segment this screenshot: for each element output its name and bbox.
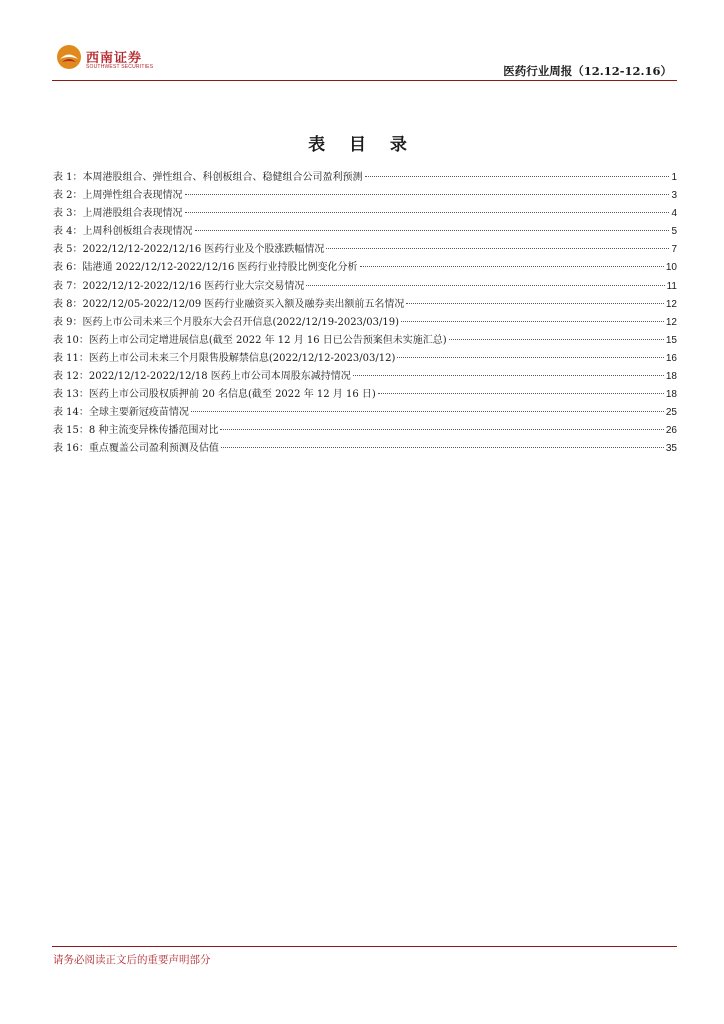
toc-entry-text: 医药上市公司未来三个月股东大会召开信息(2022/12/19-2023/03/19) <box>82 316 400 328</box>
dot-leader <box>306 285 664 286</box>
toc-entry-page: 4 <box>671 208 677 220</box>
toc-entry-text: 上周港股组合表现情况 <box>82 208 183 220</box>
toc-entry-label: 表 4： <box>53 226 83 238</box>
toc-entry[interactable] <box>53 386 677 404</box>
dot-leader <box>195 230 670 231</box>
dot-leader <box>406 303 663 304</box>
toc-entry-text: 2022/12/05-2022/12/09 医药行业融资买入额及融券卖出额前五名情况 <box>82 298 405 310</box>
toc-entry-text: 医药上市公司定增进展信息(截至 2022 年 12 月 16 日已公告预案但未实施汇总) <box>88 334 447 346</box>
dot-leader <box>220 429 663 430</box>
toc-entry-page: 11 <box>666 280 677 292</box>
toc-entry[interactable] <box>53 314 677 332</box>
toc-entry-label: 表 13： <box>53 389 89 401</box>
toc-entry-text: 医药上市公司股权质押前 20 名信息(截至 2022 年 12 月 16 日) <box>88 389 376 401</box>
toc-entry-page: 7 <box>671 244 677 256</box>
toc-entry[interactable] <box>53 259 677 277</box>
toc-entry-label: 表 15： <box>53 425 89 437</box>
toc-entry-text: 2022/12/12-2022/12/18 医药上市公司本周股东减持情况 <box>88 371 351 383</box>
toc-entry-text: 医药上市公司未来三个月限售股解禁信息(2022/12/12-2023/03/12) <box>88 352 396 364</box>
toc-entry-page: 12 <box>665 298 677 310</box>
toc-entry-text: 上周弹性组合表现情况 <box>82 190 183 202</box>
toc-entry-label: 表 7： <box>53 280 83 292</box>
toc-entry[interactable] <box>53 187 677 205</box>
toc-entry-label: 表 2： <box>53 190 83 202</box>
toc-entry-text: 2022/12/12-2022/12/16 医药行业大宗交易情况 <box>82 280 305 292</box>
dot-leader <box>449 339 664 340</box>
toc-entry[interactable] <box>53 278 677 296</box>
toc-entry-page: 1 <box>671 172 677 183</box>
toc-entry-text: 2022/12/12-2022/12/16 医药行业及个股涨跌幅情况 <box>82 244 325 256</box>
report-title: 医药行业周报（12.12-12.16） <box>503 64 672 78</box>
toc-entry[interactable] <box>53 169 677 187</box>
toc-entry[interactable] <box>53 368 677 386</box>
dot-leader <box>221 447 664 448</box>
toc-entry-page: 35 <box>665 443 677 455</box>
disclaimer-note: 请务必阅读正文后的重要声明部分 <box>53 954 211 966</box>
toc-entry[interactable] <box>53 422 677 440</box>
toc-entry-text: 重点覆盖公司盈利预测及估值 <box>88 443 219 455</box>
toc-entry-label: 表 12： <box>53 371 89 383</box>
table-of-tables <box>53 169 677 459</box>
header-divider <box>52 80 677 81</box>
toc-entry-page: 18 <box>665 371 677 383</box>
toc-entry-text: 全球主要新冠疫苗情况 <box>88 407 189 419</box>
toc-entry-page: 18 <box>665 389 677 401</box>
toc-title: 表 目 录 <box>308 135 416 155</box>
toc-entry-page: 16 <box>665 352 677 364</box>
dot-leader <box>326 248 669 249</box>
company-logo <box>56 44 156 74</box>
toc-entry-label: 表 1： <box>53 172 83 183</box>
toc-entry-label: 表 6： <box>53 262 83 274</box>
dot-leader <box>191 411 664 412</box>
toc-entry[interactable] <box>53 332 677 350</box>
dot-leader <box>185 212 670 213</box>
toc-entry[interactable] <box>53 205 677 223</box>
toc-entry[interactable] <box>53 241 677 259</box>
dot-leader <box>401 321 664 322</box>
dot-leader <box>185 194 670 195</box>
toc-entry-label: 表 8： <box>53 298 83 310</box>
toc-entry-page: 10 <box>665 262 677 274</box>
toc-entry[interactable] <box>53 223 677 241</box>
logo-name-en: SOUTHWEST SECURITIES <box>86 64 154 70</box>
toc-entry-page: 12 <box>665 316 677 328</box>
toc-entry[interactable] <box>53 404 677 422</box>
footer-divider <box>52 946 677 947</box>
toc-entry-text: 8 种主流变异株传播范围对比 <box>88 425 219 437</box>
toc-entry[interactable] <box>53 440 677 458</box>
logo-emblem-icon <box>56 44 82 70</box>
toc-entry-label: 表 3： <box>53 208 83 220</box>
toc-entry-label: 表 14： <box>53 407 89 419</box>
toc-entry-text: 陆港通 2022/12/12-2022/12/16 医药行业持股比例变化分析 <box>82 262 358 274</box>
toc-entry-page: 5 <box>671 226 677 238</box>
dot-leader <box>365 176 670 177</box>
toc-entry-page: 25 <box>665 407 677 419</box>
dot-leader <box>397 357 664 358</box>
toc-entry-page: 3 <box>671 190 677 202</box>
toc-entry-text: 本周港股组合、弹性组合、科创板组合、稳健组合公司盈利预测 <box>82 172 363 183</box>
toc-entry-label: 表 16： <box>53 443 89 455</box>
toc-entry-text: 上周科创板组合表现情况 <box>82 226 193 238</box>
logo-name-cn: 西南证券 <box>86 51 143 66</box>
toc-entry-label: 表 5： <box>53 244 83 256</box>
dot-leader <box>353 375 664 376</box>
toc-entry[interactable] <box>53 350 677 368</box>
toc-entry-label: 表 11： <box>53 352 89 364</box>
toc-entry-label: 表 9： <box>53 316 83 328</box>
toc-entry-page: 26 <box>665 425 677 437</box>
toc-entry-label: 表 10： <box>53 334 89 346</box>
dot-leader <box>378 393 664 394</box>
toc-entry[interactable] <box>53 296 677 314</box>
toc-entry-page: 15 <box>665 334 677 346</box>
dot-leader <box>360 266 664 267</box>
